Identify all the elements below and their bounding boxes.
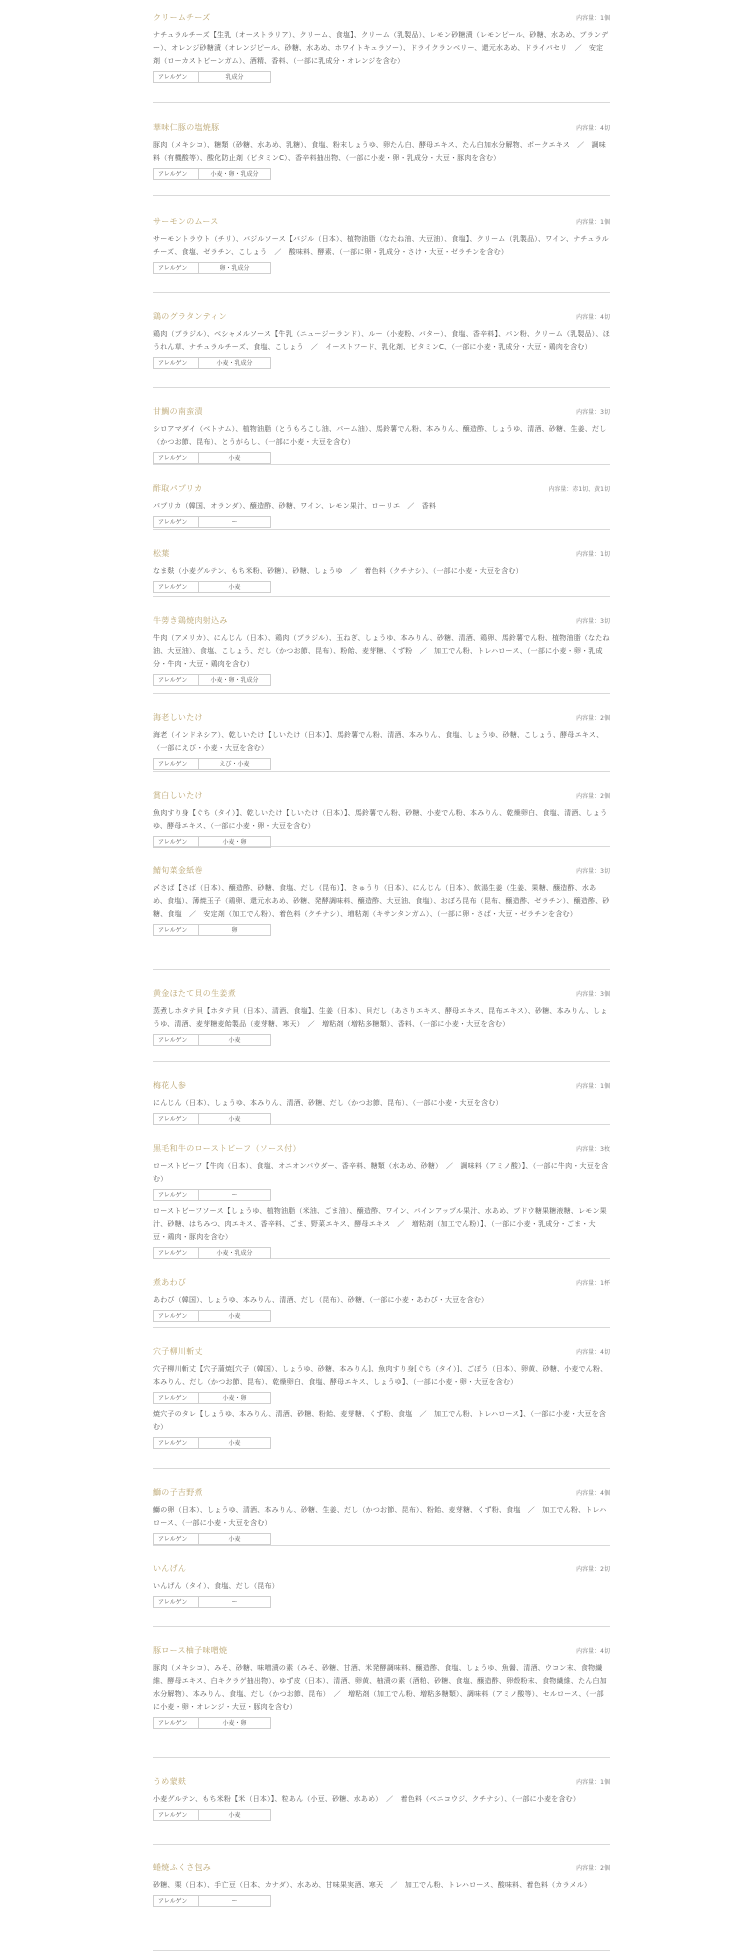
product-name: 鶏のグラタンティン (153, 312, 227, 321)
allergen-value: ー (199, 1596, 271, 1608)
allergen-value: ー (199, 1189, 271, 1201)
product-quantity: 内容量：1個 (576, 1779, 610, 1786)
product-name: 華味仁豚の塩焼豚 (153, 123, 220, 132)
product-name: 豚ロース柚子味噌焼 (153, 1646, 228, 1655)
allergen-row (153, 674, 610, 686)
allergen-label: アレルゲン (153, 1392, 199, 1404)
allergen-label: アレルゲン (153, 581, 199, 593)
ingredients-text: サーモントラウト（チリ）、バジルソース【バジル（日本）、植物油脂（なたね油、大豆油）、食塩】、クリーム（乳製品）、ワイン、ナチュラルチーズ、食塩、ゼラチン、こしょう ／ 酸味料、酵素、（一部に卵・乳成分・さけ・大豆・ゼラチンを含む） (153, 235, 609, 256)
product-header (153, 122, 610, 136)
allergen-label: アレルゲン (153, 1533, 199, 1545)
product-item (153, 778, 610, 847)
product-item (153, 536, 610, 597)
allergen-label: アレルゲン (153, 1437, 199, 1449)
allergen-value: 小麦 (199, 1113, 271, 1125)
allergen-label: アレルゲン (153, 1034, 199, 1046)
product-item (153, 1633, 610, 1758)
allergen-value: 小麦 (199, 1034, 271, 1046)
product-quantity: 内容量：2個 (576, 1865, 610, 1872)
product-quantity: 内容量：4切 (576, 1349, 610, 1356)
product-name: 蜷焼ふくさ包み (153, 1863, 212, 1872)
product-name: 鰤の子吉野煮 (153, 1488, 203, 1497)
product-header (153, 12, 610, 26)
product-header (153, 1277, 610, 1291)
allergen-label: アレルゲン (153, 758, 199, 770)
product-name: 賞白しいたけ (153, 791, 203, 800)
ingredients-text: 牛肉（アメリカ）、にんじん（日本）、鶏肉（ブラジル）、玉ねぎ、しょうゆ、本みりん、砂糖、清酒、鶏卵、馬鈴薯でん粉、植物油脂（なたね油、大豆油）、食塩、こしょう、だし（かつお節、昆布）、粉飴、麦芽糖、くず粉 ／ 加工でん粉、トレハロース、（一部に小麦・卵・乳成分・牛肉・大豆・鶏肉を含む） (153, 634, 610, 668)
product-quantity: 内容量：1個 (576, 1083, 610, 1090)
product-quantity: 内容量：2個 (576, 715, 610, 722)
product-quantity: 内容量：4切 (576, 125, 610, 132)
ingredients-text: ナチュラルチーズ【生乳（オーストラリア）、クリーム、食塩】、クリーム（乳製品）、レモン砂糖漬（レモンピール、砂糖、水あめ、ブランデー）、オレンジ砂糖漬（オレンジピール、砂糖、水あめ、ホワイトキュラソー）、ドライクランベリー、還元水あめ、ドライパセリ ／ 安定剤（ローカストビーンガム）、酒精、香料、（一部に乳成分・オレンジを含む） (153, 31, 609, 65)
product-quantity: 内容量：1切 (576, 551, 610, 558)
allergen-label: アレルゲン (153, 1809, 199, 1821)
ingredients-text: いんげん（タイ）、食塩、だし（昆布） (153, 1582, 279, 1590)
product-item (153, 394, 610, 465)
product-item (153, 1475, 610, 1546)
allergen-value: 小麦・卵 (199, 1717, 271, 1729)
product-item (153, 0, 610, 103)
allergen-row (153, 168, 610, 180)
allergen-row (153, 758, 610, 770)
ingredients-text: あわび（韓国）、しょうゆ、本みりん、清酒、だし（昆布）、砂糖、（一部に小麦・あわび・大豆を含む） (153, 1296, 489, 1304)
allergen-label: アレルゲン (153, 1189, 199, 1201)
product-name: 酢取パプリカ (153, 484, 203, 493)
product-name: クリームチーズ (153, 13, 211, 22)
product-item (153, 110, 610, 196)
allergen-label: アレルゲン (153, 674, 199, 686)
product-name: 鯖旬菜金紙巻 (153, 866, 203, 875)
allergen-value: 小麦・卵 (199, 1392, 271, 1404)
ingredients-text: 魚肉すり身【ぐち（タイ）】、乾しいたけ【しいたけ（日本）】、馬鈴薯でん粉、砂糖、小麦でん粉、本みりん、乾燥卵白、食塩、清酒、しょうゆ、酵母エキス、（一部に小麦・卵・大豆を含む） (153, 809, 608, 830)
product-quantity: 内容量：赤1切、黄1切 (548, 486, 610, 493)
allergen-label: アレルゲン (153, 262, 199, 274)
product-quantity: 内容量：3切 (576, 868, 610, 875)
allergen-label: アレルゲン (153, 924, 199, 936)
product-quantity: 内容量：1個 (576, 219, 610, 226)
ingredients-text: 鰤の卵（日本）、しょうゆ、清酒、本みりん、砂糖、生姜、だし（かつお節、昆布）、粉飴、麦芽糖、くず粉、食塩 ／ 加工でん粉、トレハロース、（一部に小麦・大豆を含む） (153, 1506, 607, 1527)
product-header (153, 1563, 610, 1577)
allergen-label: アレルゲン (153, 71, 199, 83)
product-quantity: 内容量：1杯 (576, 1280, 610, 1287)
product-header (153, 311, 610, 325)
product-header (153, 1080, 610, 1094)
product-quantity: 内容量：2切 (576, 1566, 610, 1573)
product-header (153, 1645, 610, 1659)
allergen-value: ー (199, 516, 271, 528)
product-name: 黄金ほたて貝の生姜煮 (153, 989, 236, 998)
ingredients-text: 穴子柳川斬丈【穴子蒲焼[穴子（韓国）、しょうゆ、砂糖、本みりん]、魚肉すり身[ぐち（タイ）]、ごぼう（日本）、卵黄、砂糖、小麦でん粉、本みりん、だし（かつお節、昆布）、乾燥卵白、食塩、酵母エキス、しょうゆ】、（一部に小麦・卵・大豆を含む） (153, 1365, 608, 1386)
product-item (153, 1334, 610, 1469)
allergen-value: 小麦 (199, 1533, 271, 1545)
allergen-label: アレルゲン (153, 452, 199, 464)
ingredients-text: ローストビーフ【牛肉（日本）、食塩、オニオンパウダー、香辛料、糖類（水あめ、砂糖） ／ 調味料（アミノ酸）】、（一部に牛肉・大豆を含む） (153, 1162, 609, 1183)
allergen-row (153, 1392, 610, 1404)
product-item (153, 1265, 610, 1328)
allergen-row (153, 1809, 610, 1821)
product-name: いんげん (153, 1564, 187, 1573)
allergen-value: 小麦 (199, 581, 271, 593)
allergen-row (153, 1596, 610, 1608)
product-quantity: 内容量：1個 (576, 15, 610, 22)
ingredients-text: 鶏肉（ブラジル）、ベシャメルソース【牛乳（ニュージーランド）、ルー（小麦粉、バター）、食塩、香辛料】、パン粉、クリーム（乳製品）、ほうれん草、ナチュラルチーズ、食塩、こしょう ／ イーストフード、乳化剤、ビタミンC、（一部に小麦・乳成分・大豆・鶏肉を含む） (153, 330, 610, 351)
product-item (153, 1551, 610, 1627)
allergen-label: アレルゲン (153, 357, 199, 369)
ingredients-text: ローストビーフソース【しょうゆ、植物油脂（米油、ごま油）、醸造酢、ワイン、パインアップル果汁、水あめ、ブドウ糖果糖液糖、レモン果汁、砂糖、はちみつ、肉エキス、香辛料、ごま、野菜エキス、酵母エキス ／ 増粘剤（加工でん粉）】、（一部に小麦・乳成分・ごま・大豆・鶏肉・豚肉を含む） (153, 1207, 607, 1241)
product-name: 甘鯛の南蛮漬 (153, 407, 203, 416)
allergen-value: 小麦 (199, 452, 271, 464)
product-item (153, 1131, 610, 1259)
allergen-label: アレルゲン (153, 168, 199, 180)
product-name: うめ蒙麸 (153, 1777, 187, 1786)
product-item (153, 1068, 610, 1125)
allergen-row (153, 1717, 610, 1729)
allergen-value: 小麦 (199, 1310, 271, 1322)
allergen-value: 小麦・卵 (199, 836, 271, 848)
allergen-row (153, 1310, 610, 1322)
allergen-value: 小麦・卵・乳成分 (199, 674, 271, 686)
product-quantity: 内容量：4切 (576, 314, 610, 321)
product-quantity: 内容量：4切 (576, 1648, 610, 1655)
ingredients-text: 豚肉（メキシコ）、みそ、砂糖、味噌漬の素（みそ、砂糖、甘酒、米発酵調味料、醸造酢、食塩、しょうゆ、魚醤、清酒、ウコン末、食物繊維、酵母エキス、白キクラゲ抽出物）、ゆず皮（日本）、清酒、卵黄、柚漬の素（酒粕、砂糖、食塩、醸造酢、卵殻粉末、食物繊維、たん白加水分解物）、本みりん、食塩、だし（かつお節、昆布） ／ 増粘剤（加工でん粉、増粘多糖類）、調味料（アミノ酸等）、セルロース、（一部に小麦・卵・オレンジ・大豆・豚肉を含む） (153, 1664, 607, 1711)
product-header (153, 1776, 610, 1790)
ingredients-text: なま麩（小麦グルテン、もち米粉、砂糖）、砂糖、しょうゆ ／ 着色料（クチナシ）、（一部に小麦・大豆を含む） (153, 567, 523, 575)
product-item (153, 1764, 610, 1845)
ingredients-text: 海老（インドネシア）、乾しいたけ【しいたけ（日本）】、馬鈴薯でん粉、清酒、本みりん、食塩、しょうゆ、砂糖、こしょう、酵母エキス、（一部にえび・小麦・大豆を含む） (153, 731, 604, 752)
allergen-value: 卵 (199, 924, 271, 936)
ingredients-text: にんじん（日本）、しょうゆ、本みりん、清酒、砂糖、だし（かつお節、昆布）、（一部に小麦・大豆を含む） (153, 1099, 503, 1107)
allergen-row (153, 71, 610, 83)
product-header (153, 790, 610, 804)
allergen-value: 卵・乳成分 (199, 262, 271, 274)
allergen-row (153, 924, 610, 936)
allergen-row (153, 1034, 610, 1046)
ingredients-text: 〆さば【さば（日本）、醸造酢、砂糖、食塩、だし（昆布）】、きゅうり（日本）、にんじん（日本）、飲湯生姜（生姜、果糖、醸造酢、水あめ、食塩）、薄焼玉子（鶏卵、還元水あめ、砂糖、発酵調味料、醸造酢、大豆油、食塩）、おぼろ昆布（昆布、醸造酢、ゼラチン）、醸造酢、砂糖、食塩 ／ 安定剤（加工でん粉）、着色料（クチナシ）、増粘剤（キサンタンガム）、（一部に卵・さば・大豆・ゼラチンを含む） (153, 884, 610, 918)
product-name: 煮あわび (153, 1278, 187, 1287)
product-item (153, 299, 610, 388)
product-item (153, 1850, 610, 1951)
allergen-label: アレルゲン (153, 1895, 199, 1907)
product-header (153, 1143, 610, 1157)
allergen-row (153, 357, 610, 369)
product-name: 梅花人参 (153, 1081, 187, 1090)
allergen-row (153, 262, 610, 274)
product-name: 黒毛和牛のローストビーフ（ソース付） (153, 1144, 301, 1153)
allergen-value: 小麦・卵・乳成分 (199, 168, 271, 180)
allergen-label: アレルゲン (153, 1596, 199, 1608)
allergen-row (153, 1533, 610, 1545)
product-header (153, 615, 610, 629)
allergen-label: アレルゲン (153, 1113, 199, 1125)
ingredients-text: 蒸煮しホタテ貝【ホタテ貝（日本）、清酒、食塩】、生姜（日本）、貝だし（あさりエキス、酵母エキス、昆布エキス）、砂糖、本みりん、しょうゆ、清酒、麦芽糖麦飴製品（麦芽糖、寒天） ／ 増粘剤（増粘多糖類）、香料、（一部に小麦・大豆を含む） (153, 1007, 608, 1028)
allergen-row (153, 1895, 610, 1907)
product-name: 松葉 (153, 549, 170, 558)
product-quantity: 内容量：4個 (576, 1490, 610, 1497)
ingredients-text: 焼穴子のタレ【しょうゆ、本みりん、清酒、砂糖、粉飴、麦芽糖、くず粉、食塩 ／ 加工でん粉、トレハロース】、（一部に小麦・大豆を含む） (153, 1410, 607, 1431)
product-quantity: 内容量：3個 (576, 991, 610, 998)
allergen-row (153, 581, 610, 593)
allergen-row (153, 1437, 610, 1449)
allergen-value: 小麦・乳成分 (199, 1247, 271, 1259)
product-name: サーモンのムース (153, 217, 219, 226)
product-header (153, 1346, 610, 1360)
product-item (153, 603, 610, 694)
product-quantity: 内容量：3枚 (576, 1146, 610, 1153)
product-header (153, 548, 610, 562)
allergen-label: アレルゲン (153, 836, 199, 848)
allergen-value: えび・小麦 (199, 758, 271, 770)
product-item (153, 700, 610, 772)
ingredients-text: 小麦グルテン、もち米粉【米（日本）】、粒あん（小豆、砂糖、水あめ） ／ 着色料（ベニコウジ、クチナシ）、（一部に小麦を含む） (153, 1795, 581, 1803)
product-header (153, 406, 610, 420)
ingredients-text: 豚肉（メキシコ）、糖類（砂糖、水あめ、乳糖）、食塩、粉末しょうゆ、卵たん白、酵母エキス、たん白加水分解物、ポークエキス ／ 調味料（有機酸等）、酸化防止剤（ビタミンC）、香辛料抽出物、（一部に小麦・卵・乳成分・大豆・豚肉を含む） (153, 141, 606, 162)
product-header (153, 1862, 610, 1876)
product-quantity: 内容量：3切 (576, 409, 610, 416)
allergen-row (153, 452, 610, 464)
product-header (153, 483, 610, 497)
product-header (153, 216, 610, 230)
product-item (153, 204, 610, 293)
allergen-value: 乳成分 (199, 71, 271, 83)
allergen-row (153, 1189, 610, 1201)
allergen-label: アレルゲン (153, 1247, 199, 1259)
allergen-value: ー (199, 1895, 271, 1907)
allergen-label: アレルゲン (153, 1310, 199, 1322)
product-item (153, 471, 610, 530)
product-name: 海老しいたけ (153, 713, 203, 722)
allergen-value: 小麦・乳成分 (199, 357, 271, 369)
allergen-value: 小麦 (199, 1809, 271, 1821)
product-item (153, 976, 610, 1062)
allergen-row (153, 516, 610, 528)
allergen-label: アレルゲン (153, 516, 199, 528)
product-name: 牛蒡き鶏焼肉射込み (153, 616, 228, 625)
product-header (153, 865, 610, 879)
product-header (153, 712, 610, 726)
product-item (153, 853, 610, 970)
product-quantity: 内容量：2個 (576, 793, 610, 800)
ingredients-text: 砂糖、栗（日本）、手亡豆（日本、カナダ）、水あめ、甘味果実酒、寒天 ／ 加工でん粉、トレハロース、酸味料、着色料（カラメル） (153, 1881, 592, 1889)
allergen-row (153, 1113, 610, 1125)
allergen-row (153, 836, 610, 848)
product-name: 穴子柳川斬丈 (153, 1347, 203, 1356)
ingredients-text: パプリカ（韓国、オランダ）、醸造酢、砂糖、ワイン、レモン果汁、ローリエ ／ 香料 (153, 502, 437, 510)
ingredients-text: シロアマダイ（ベトナム）、植物油脂（とうもろこし油、パーム油）、馬鈴薯でん粉、本みりん、醸造酢、しょうゆ、清酒、砂糖、生姜、だし（かつお節、昆布）、とうがらし、（一部に小麦・大豆を含む） (153, 425, 607, 446)
product-header (153, 988, 610, 1002)
allergen-value: 小麦 (199, 1437, 271, 1449)
allergen-row (153, 1247, 610, 1259)
allergen-label: アレルゲン (153, 1717, 199, 1729)
product-header (153, 1487, 610, 1501)
product-quantity: 内容量：3切 (576, 618, 610, 625)
